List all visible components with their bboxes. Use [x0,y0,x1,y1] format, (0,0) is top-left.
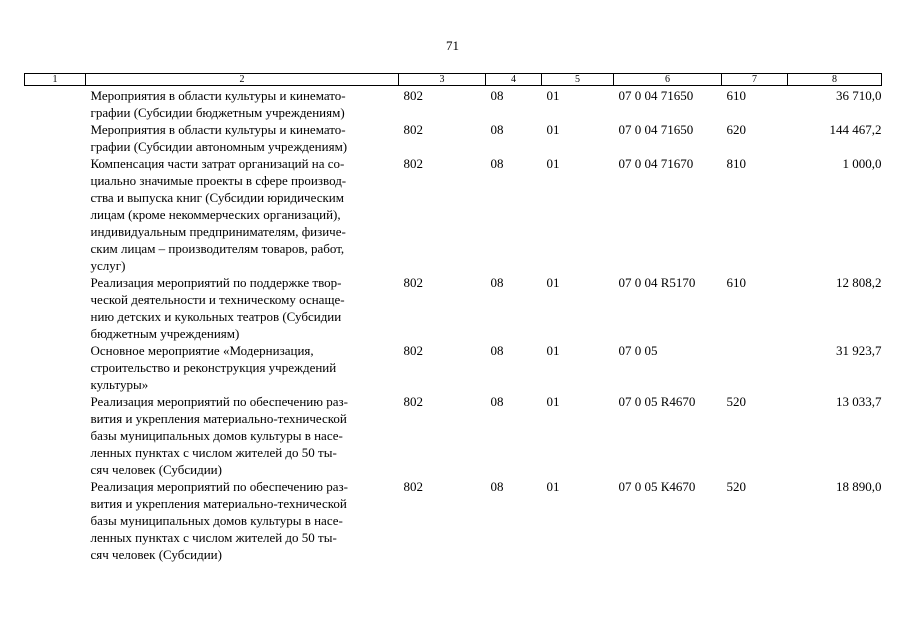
column-number: 6 [614,74,722,86]
expense-type-cell: 520 [726,394,746,409]
table-row [25,478,882,563]
subsection-code-cell: 01 [546,479,560,494]
subsection-code-cell: 01 [546,122,560,137]
column-number: 5 [542,74,614,86]
expense-type-cell: 610 [726,88,746,103]
subsection-code-cell: 01 [546,156,560,171]
expense-type-cell: 620 [726,122,746,137]
table-row [25,342,882,393]
section-code-cell: 08 [490,479,504,494]
ministry-code-cell: 802 [403,156,423,171]
row-code-cell [25,478,86,563]
row-code-cell [25,155,86,274]
section-code-cell: 08 [490,394,504,409]
target-article-cell: 07 0 04 71670 [618,156,694,171]
subsection-code-cell: 01 [546,394,560,409]
row-name-cell: Основное мероприятие «Модернизация, строительство и реконструкция учреждений культуры» [90,343,337,392]
row-name-cell: Мероприятия в области культуры и кинемато- графии (Субсидии бюджетным учреждениям) [90,88,346,120]
section-code-cell: 08 [490,156,504,171]
subsection-code-cell: 01 [546,275,560,290]
row-code-cell [25,393,86,478]
target-article-cell: 07 0 04 R5170 [618,275,696,290]
row-name-cell: Компенсация части затрат организаций на со- циально значимые проекты в сфере производ- ства и выпуска книг (Субсидии юридическим лицам (кроме некоммерческих организаций), индивидуальным предпринимателям, физиче- ским лицам – производителям товаров, работ, услуг) [90,156,347,273]
expense-type-cell [722,342,788,393]
target-article-cell: 07 0 04 71650 [618,88,694,103]
section-code-cell: 08 [490,88,504,103]
table-row [25,121,882,155]
row-code-cell [25,86,86,122]
row-code-cell [25,121,86,155]
row-name-cell: Реализация мероприятий по поддержке твор- ческой деятельности и техническому оснаще- нию детских и кукольных театров (Субсидии бюджетным учреждениям) [90,275,345,341]
table-body [25,86,882,564]
expense-type-cell: 810 [726,156,746,171]
row-name-cell: Мероприятия в области культуры и кинемато- графии (Субсидии автономным учреждениям) [90,122,348,154]
ministry-code-cell: 802 [403,88,423,103]
table-row [25,155,882,274]
column-number: 4 [486,74,542,86]
amount-cell: 13 033,7 [836,394,882,409]
budget-table [24,73,882,563]
amount-cell: 12 808,2 [836,275,882,290]
column-number: 1 [25,74,86,86]
target-article-cell: 07 0 04 71650 [618,122,694,137]
table-row [25,86,882,122]
section-code-cell: 08 [490,275,504,290]
row-code-cell [25,342,86,393]
ministry-code-cell: 802 [403,343,423,358]
table-row [25,274,882,342]
amount-cell: 1 000,0 [842,156,882,171]
amount-cell: 18 890,0 [836,479,882,494]
target-article-cell: 07 0 05 К4670 [618,479,696,494]
expense-type-cell: 520 [726,479,746,494]
amount-cell: 36 710,0 [836,88,882,103]
ministry-code-cell: 802 [403,122,423,137]
section-code-cell: 08 [490,122,504,137]
column-number: 7 [722,74,788,86]
subsection-code-cell: 01 [546,88,560,103]
row-name-cell: Реализация мероприятий по обеспечению раз- вития и укрепления материально-технической базы муниципальных домов культуры в насе- ленных пунктах с числом жителей до 50 ты- сяч человек (Субсидии) [90,394,348,477]
column-number-row [25,74,882,86]
expense-type-cell: 610 [726,275,746,290]
row-name-cell: Реализация мероприятий по обеспечению раз- вития и укрепления материально-технической базы муниципальных домов культуры в насе- ленных пунктах с числом жителей до 50 ты- сяч человек (Субсидии) [90,479,348,562]
ministry-code-cell: 802 [403,275,423,290]
column-number: 8 [788,74,882,86]
amount-cell: 144 467,2 [829,122,882,137]
column-number: 3 [399,74,486,86]
target-article-cell: 07 0 05 [618,343,658,358]
page-number: 71 [446,38,459,53]
amount-cell: 31 923,7 [836,343,882,358]
table-row [25,393,882,478]
target-article-cell: 07 0 05 R4670 [618,394,696,409]
ministry-code-cell: 802 [403,479,423,494]
subsection-code-cell: 01 [546,343,560,358]
ministry-code-cell: 802 [403,394,423,409]
column-number: 2 [86,74,399,86]
section-code-cell: 08 [490,343,504,358]
row-code-cell [25,274,86,342]
